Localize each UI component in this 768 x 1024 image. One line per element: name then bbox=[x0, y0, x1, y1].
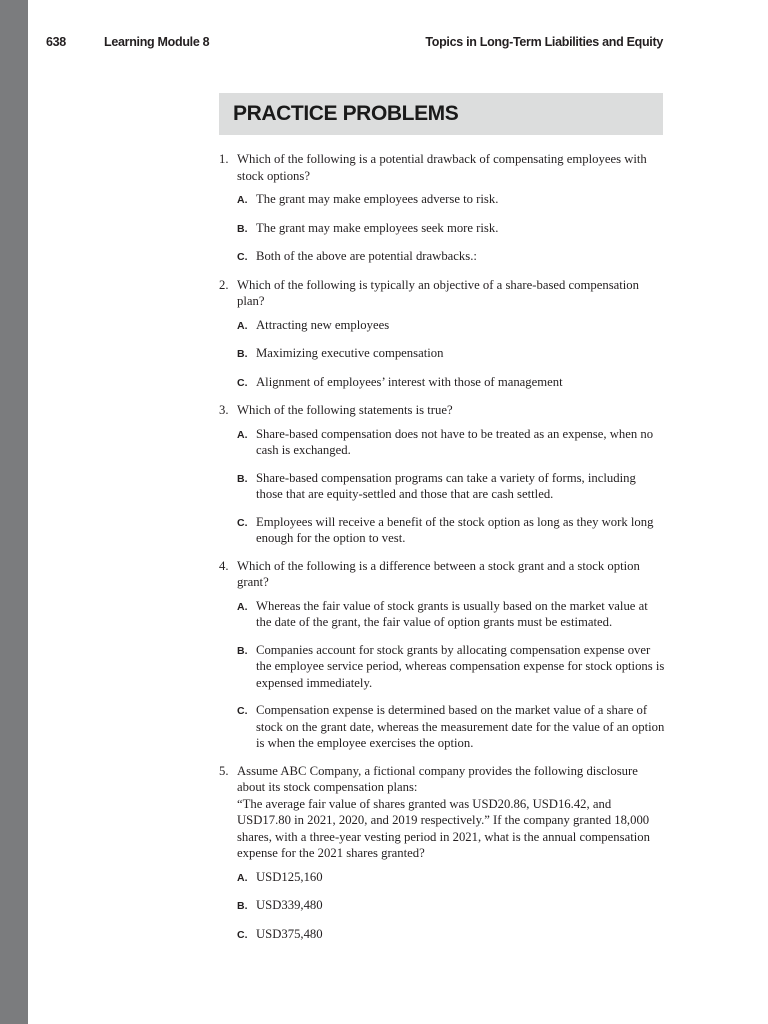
option-letter: C. bbox=[237, 705, 248, 717]
answer-option bbox=[237, 470, 665, 503]
option-letter: B. bbox=[237, 644, 248, 657]
option-letter: C. bbox=[237, 928, 248, 941]
answer-option bbox=[237, 514, 665, 547]
answer-option bbox=[237, 191, 665, 209]
question-text: Assume ABC Company, a fictional company provides the following disclosure about its stock compensation plans: bbox=[237, 763, 638, 794]
option-letter: A. bbox=[237, 194, 248, 206]
option-text: USD375,480 bbox=[256, 926, 323, 941]
answer-option bbox=[237, 426, 665, 459]
option-letter: C. bbox=[237, 251, 248, 263]
question-text: Which of the following is typically an objective of a share-based compensation plan? bbox=[237, 277, 639, 308]
answer-option bbox=[237, 598, 665, 631]
option-letter: A. bbox=[237, 319, 248, 332]
answer-option bbox=[237, 248, 665, 266]
option-text: The grant may make employees seek more risk. bbox=[256, 220, 499, 235]
module-label: Learning Module 8 bbox=[104, 35, 210, 49]
answer-option bbox=[237, 869, 665, 887]
question-number: 1. bbox=[219, 152, 229, 166]
option-letter: C. bbox=[237, 376, 248, 389]
option-letter: B. bbox=[237, 222, 248, 235]
answer-option bbox=[237, 897, 665, 915]
topic-label: Topics in Long-Term Liabilities and Equity bbox=[425, 35, 663, 49]
question-3 bbox=[219, 402, 665, 547]
answer-option bbox=[237, 345, 665, 363]
left-margin-bar bbox=[0, 0, 28, 1024]
option-text: Share-based compensation programs can take a variety of forms, including those that are equity-settled and those that are cash settled. bbox=[256, 470, 636, 501]
answer-option bbox=[237, 317, 665, 335]
page-number: 638 bbox=[46, 35, 66, 49]
question-number: 4. bbox=[219, 558, 229, 573]
question-2 bbox=[219, 277, 665, 392]
option-text: The grant may make employees adverse to risk. bbox=[256, 192, 499, 206]
question-number: 2. bbox=[219, 277, 229, 292]
option-text: Companies account for stock grants by allocating compensation expense over the employee service period, whereas compensation expense for stock options is expensed immediately. bbox=[256, 642, 665, 690]
question-4 bbox=[219, 558, 665, 752]
answer-option bbox=[237, 702, 665, 752]
option-text: Both of the above are potential drawbacks.: bbox=[256, 249, 477, 263]
option-letter: B. bbox=[237, 900, 248, 912]
section-title: PRACTICE PROBLEMS bbox=[233, 102, 459, 125]
option-text: Whereas the fair value of stock grants is usually based on the market value at the date of the grant, the fair value of option grants must be estimated. bbox=[256, 598, 648, 629]
option-text: Share-based compensation does not have to be treated as an expense, when no cash is exchanged. bbox=[256, 426, 654, 457]
option-letter: A. bbox=[237, 600, 248, 613]
question-quote: “The average fair value of shares granted was USD20.86, USD16.42, and USD17.80 in 2021, 2020, and 2019 respectively.” If the company granted 18,000 shares, with a three-year vesting period in 2021, what is the annual compensation expense for the 2021 shares granted? bbox=[237, 796, 650, 860]
section-banner bbox=[219, 93, 663, 135]
question-5 bbox=[219, 763, 665, 944]
option-text: Attracting new employees bbox=[256, 317, 390, 332]
option-text: Compensation expense is determined based on the market value of a share of stock on the grant date, whereas the measurement date for the value of an option is when the employee exercises the option. bbox=[256, 703, 665, 750]
question-1 bbox=[219, 151, 665, 266]
option-text: Maximizing executive compensation bbox=[256, 346, 444, 360]
answer-option bbox=[237, 642, 665, 692]
option-letter: C. bbox=[237, 516, 248, 529]
option-text: USD125,160 bbox=[256, 869, 323, 884]
question-text: Which of the following is a difference between a stock grant and a stock option grant? bbox=[237, 558, 640, 589]
question-list bbox=[219, 151, 665, 954]
question-number: 3. bbox=[219, 403, 229, 417]
question-text: Which of the following statements is true? bbox=[237, 403, 453, 417]
option-letter: A. bbox=[237, 428, 248, 441]
option-text: USD339,480 bbox=[256, 898, 323, 912]
answer-option bbox=[237, 374, 665, 392]
option-letter: A. bbox=[237, 871, 248, 884]
answer-option bbox=[237, 220, 665, 238]
answer-option bbox=[237, 926, 665, 944]
option-text: Employees will receive a benefit of the stock option as long as they work long enough for the option to vest. bbox=[256, 514, 654, 545]
question-text: Which of the following is a potential drawback of compensating employees with stock options? bbox=[237, 152, 647, 183]
running-header bbox=[46, 35, 663, 53]
option-text: Alignment of employees’ interest with those of management bbox=[256, 374, 563, 389]
option-letter: B. bbox=[237, 348, 248, 360]
question-number: 5. bbox=[219, 763, 229, 778]
option-letter: B. bbox=[237, 472, 248, 485]
